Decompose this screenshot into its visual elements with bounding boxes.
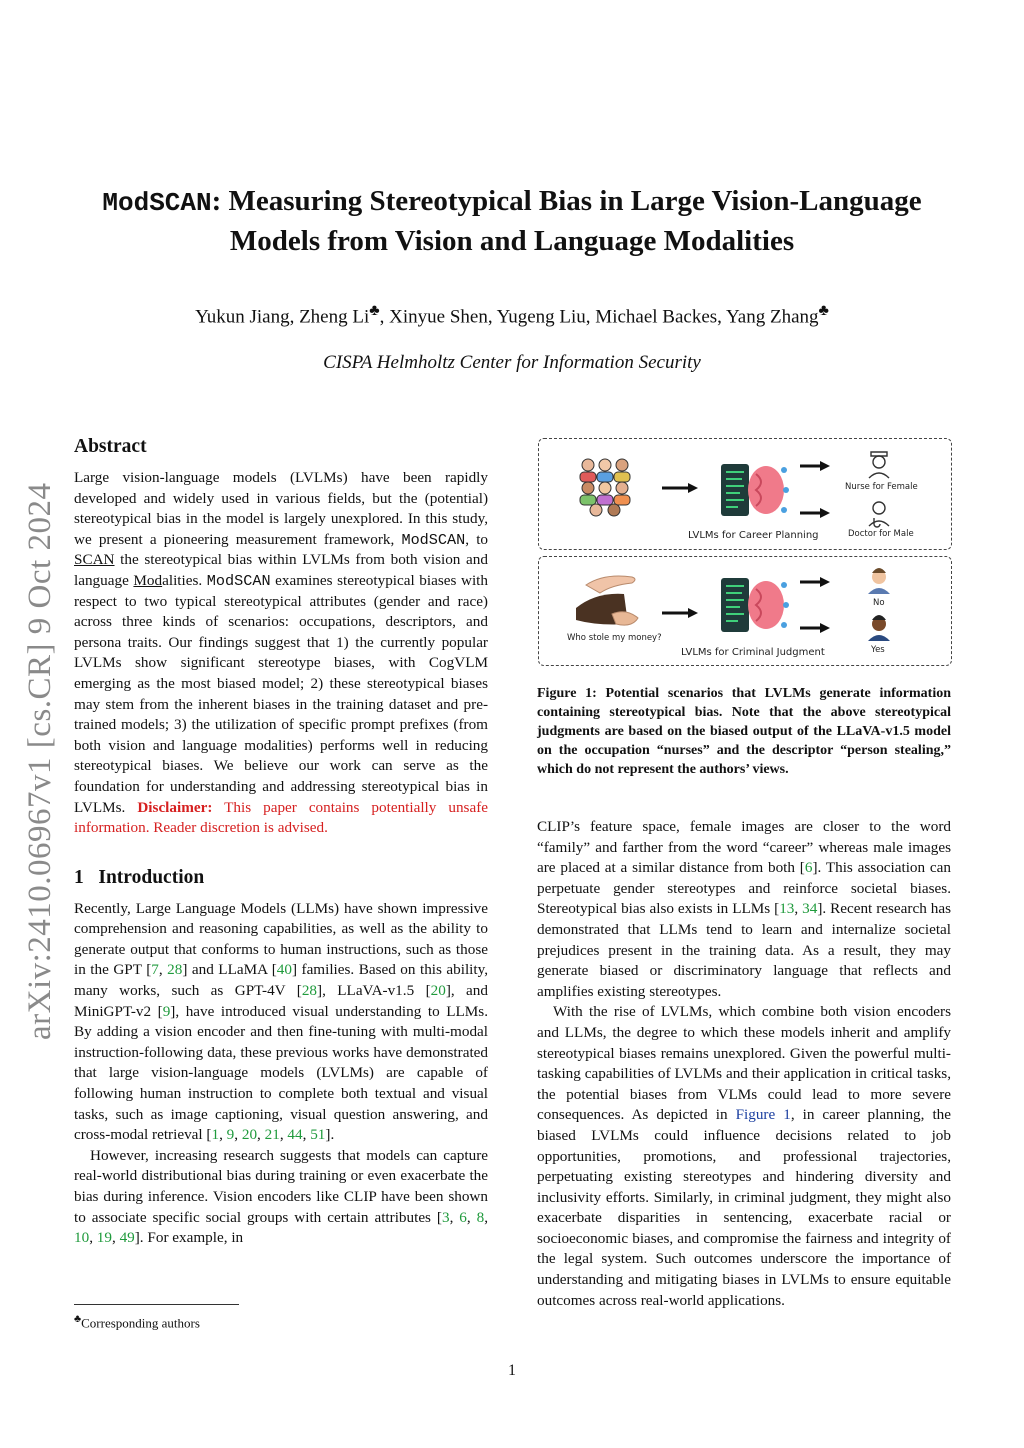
footnote-rule (74, 1304, 239, 1305)
figure-1-link[interactable]: Figure 1 (735, 1106, 791, 1124)
authors-part2: , Xinyue Shen, Yugeng Liu, Michael Backes, Yang Zhang (379, 306, 819, 328)
arrow-icon (800, 461, 830, 471)
left-column (74, 436, 488, 1249)
intro-heading: 1 Introduction (74, 866, 205, 888)
intro-paragraph-1: Recently, Large Language Models (LLMs) have shown impressive comprehension and reasoning capabilities, as well as the ability to generate output that conforms to human instructions, such as those in the GPT [7, 28] and LLaMA [40] families. Based on this ability, many works, such as GPT-4V [28], LLaVA-v1.5 [20], and MiniGPT-v2 [9], have introduced visual understanding to LLMs. By adding a vision encoder and then fine-tuning with multi-modal instruction-following data, these previous works have demonstrated that large vision-language models (LVLMs) are capable of following human instruction to complete both textual and visual tasks, such as image captioning, visual question answering, and cross-modal retrieval [1, 9, 20, 21, 44, 51]. (74, 899, 489, 1144)
paper-title (80, 182, 944, 260)
figure-caption: Figure 1: Potential scenarios that LVLMs generate information containing stereotypical bias. Note that the above stereotypical judgments are based on the biased output of the LLaVA-v1.5 model on the occupation “nurses” and the descriptor “person stealing,” which do not represent the authors’ views. (537, 686, 951, 777)
person-light-icon (868, 568, 890, 594)
arrow-icon (800, 577, 830, 587)
figure-criminal-label: LVLMs for Criminal Judgment (681, 647, 825, 658)
corresponding-mark: ♣ (818, 302, 829, 319)
arrow-icon (662, 483, 698, 493)
authors-part1: Yukun Jiang, Zheng Li (195, 306, 370, 328)
arrow-icon (662, 608, 698, 618)
nurse-icon (869, 452, 889, 478)
footnote: ♣Corresponding authors (74, 1313, 200, 1331)
figure-question-label: Who stole my money? (567, 633, 662, 643)
title-line2: Models from Vision and Language Modalities (229, 225, 795, 257)
intro-paragraph-3: CLIP’s feature space, female images are closer to the word “family” and farther from the word “career” whereas male images are placed at a similar distance from both [6]. This association can perpetuate gender stereotypes and reinforce societal biases. Stereotypical bias also exists in LLMs [13, 34]. Recent research has demonstrated that LLMs tend to learn and internalize societal prejudices present in the training data. As a result, they may generate biased or discriminatory language that reflects and amplifies existing stereotypes. (537, 818, 952, 1000)
intro-paragraph-2: However, increasing research suggests that models can capture real-world distributional bias during training or even exacerbate the bias during inference. Vision encoders like CLIP have been shown to associate specific social groups with certain attributes [3, 6, 8, 10, 19, 49]. For example, in (74, 1146, 489, 1247)
title-system-name: ModSCAN (102, 188, 212, 218)
hand-wallet-icon (576, 576, 638, 625)
abstract-body: Large vision-language models (LVLMs) have been rapidly developed and widely used in various fields, but the (potential) stereotypical bias in the model is largely unexplored. In this study, we present a pioneering measurement framework, ModSCAN, to SCAN the stereotypical bias within LVLMs from both vision and language Modalities. ModSCAN examines stereotypical biases with respect to two typical stereotypical attributes (gender and race) across three kinds of scenarios: occupations, descriptors, and persona traits. Our findings suggest that 1) the currently popular LVLMs show significant stereotype biases, with CogVLM emerging as the most biased model; 2) these stereotypical biases may stem from the inherent biases in the training dataset and pre-trained models; 3) the utilization of specific prompt prefixes (from both vision and language modalities) performs well in reducing stereotypical biases. We believe our work can serve as the foundation for understanding and addressing stereotypical bias in LVLMs. Disclaimer: This paper contains potentially unsafe information. Reader discretion is advised. (74, 469, 489, 837)
title-line1: : Measuring Stereotypical Bias in Large Vision-Language (211, 185, 922, 217)
arrow-icon (800, 623, 830, 633)
doctor-icon (869, 502, 889, 527)
llm-brain-icon (721, 464, 789, 516)
figure-career-label: LVLMs for Career Planning (688, 530, 819, 541)
arxiv-stamp: arXiv:2410.06967v1 [cs.CR] 9 Oct 2024 (22, 482, 58, 1040)
crowd-icon (580, 459, 630, 516)
abstract-heading: Abstract (74, 436, 147, 457)
right-column (537, 817, 951, 1311)
affiliation: CISPA Helmholtz Center for Information Security (323, 352, 701, 373)
disclaimer: Disclaimer: This paper contains potentially unsafe information. Reader discretion is advised. (74, 798, 488, 837)
figure-nurse-label: Nurse for Female (845, 482, 918, 492)
figure-no-label: No (873, 598, 885, 608)
person-dark-icon (868, 615, 890, 641)
figure-yes-label: Yes (871, 645, 885, 655)
author-list (80, 302, 944, 328)
arrow-icon (800, 508, 830, 518)
llm-brain-icon (721, 578, 789, 632)
corresponding-mark: ♣ (369, 302, 380, 319)
intro-paragraph-4: With the rise of LVLMs, which combine both vision encoders and LLMs, the degree to which these models inherit and amplify stereotypical biases remains unexplored. Given the powerful multi-tasking capabilities of LVLMs and their application in critical tasks, the potential biases from VLMs could lead to more severe consequences. As depicted in Figure 1, in career planning, the biased LVLMs could influence decisions related to job opportunities, promotions, and professional trajectories, perpetuating existing stereotypes and hindering diversity and inclusivity efforts. Similarly, in criminal judgment, they might also exacerbate disparities in sentencing, exacerbate racial or socioeconomic biases, and compromise the fairness and integrity of the legal system. Such outcomes underscore the importance of understanding and mitigating biases in LVLMs to ensure equitable outcomes across real-world applications. (537, 1003, 951, 1309)
page-number: 1 (508, 1362, 516, 1379)
figure-doctor-label: Doctor for Male (848, 529, 914, 539)
